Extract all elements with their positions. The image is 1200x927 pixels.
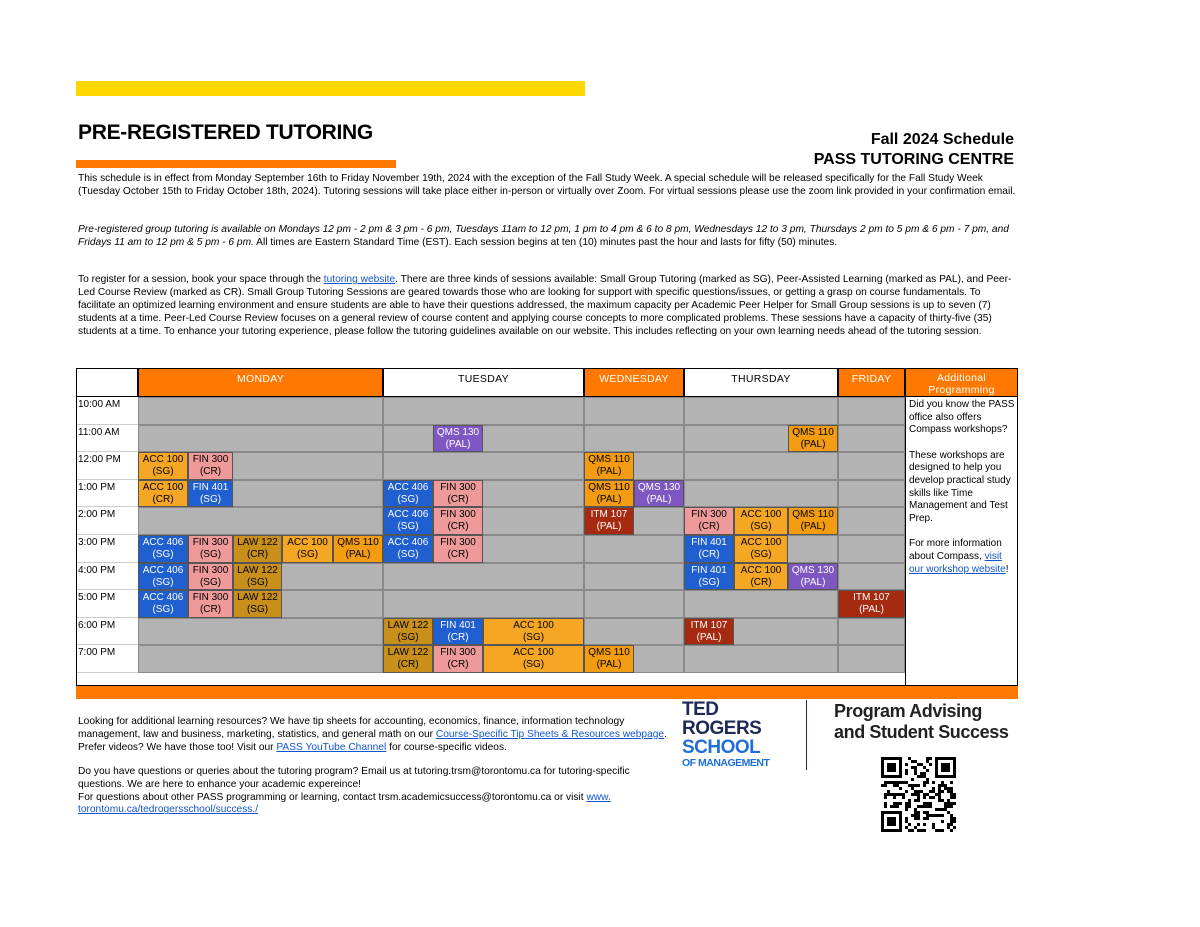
session-code: FIN 300 [691, 509, 727, 521]
register-text-before: To register for a session, book your space through the [78, 274, 324, 285]
session-type: (SG) [522, 659, 545, 671]
session-block[interactable] [233, 563, 282, 591]
session-code: QMS 130 [436, 426, 480, 438]
additional-programming-header: Additional Programming [905, 368, 1018, 397]
empty-slot [584, 618, 684, 646]
empty-slot [383, 425, 584, 453]
program-advising-title [834, 701, 1008, 743]
session-type: (SG) [522, 631, 545, 643]
time-label: 12:00 PM [76, 452, 138, 480]
empty-slot [584, 425, 684, 453]
session-block[interactable] [188, 590, 233, 618]
time-header-cell [76, 368, 138, 397]
logo-school: SCHOOL [682, 737, 761, 758]
session-code: LAW 122 [387, 647, 429, 659]
time-label: 3:00 PM [76, 535, 138, 563]
day-header-wednesday: WEDNESDAY [584, 368, 684, 397]
empty-slot [838, 480, 905, 508]
session-block[interactable] [584, 645, 634, 673]
session-block[interactable] [788, 507, 838, 535]
session-type: (PAL) [445, 438, 471, 450]
session-type: (SG) [246, 576, 269, 588]
session-type: (PAL) [859, 604, 884, 616]
timezone-text: All times are Eastern Standard Time (EST). Each session begins at ten (10) minutes past the hour and lasts for fifty (50) minutes. [253, 236, 838, 248]
empty-slot [684, 397, 838, 425]
session-code: FIN 300 [440, 647, 476, 659]
session-code: QMS 110 [588, 647, 630, 659]
session-block[interactable] [483, 618, 584, 646]
session-block[interactable] [383, 535, 433, 563]
empty-slot [838, 397, 905, 425]
empty-slot [838, 535, 905, 563]
session-type: (CR) [447, 631, 469, 643]
resources-text-mid: . Prefer videos? We have those too! Visit our [78, 728, 667, 753]
resources-text-after: for course-specific videos. [386, 741, 507, 753]
program-advising-line2: and Student Success [834, 722, 1009, 742]
schedule-title [814, 130, 1014, 170]
session-code: ITM 107 [590, 509, 628, 521]
qr-code-icon[interactable] [881, 757, 956, 832]
session-block[interactable] [634, 480, 684, 508]
session-block[interactable] [838, 590, 905, 618]
session-block[interactable] [734, 535, 788, 563]
session-code: ACC 100 [142, 481, 184, 493]
session-block[interactable] [584, 480, 634, 508]
session-type: (SG) [199, 549, 222, 560]
session-block[interactable] [138, 480, 188, 508]
day-header-tuesday: TUESDAY [383, 368, 584, 397]
session-code: FIN 401 [691, 564, 727, 576]
empty-slot [838, 452, 905, 480]
success-website-link[interactable]: www. torontomu.ca/tedrogersschool/success./ [78, 791, 611, 816]
compass-more-end: ! [1005, 563, 1009, 575]
session-type: (SG) [152, 576, 174, 588]
time-label: 10:00 AM [76, 397, 138, 425]
empty-slot [838, 563, 905, 591]
empty-slot [383, 397, 584, 425]
empty-slot [838, 645, 905, 673]
session-type: (CR) [397, 659, 419, 671]
intro-paragraph-1: This schedule is in effect from Monday September 16th to Friday November 19th, 2024 with the exception of the Fall Study Week. A special schedule will be released specifically for the Fall Study Week (Tuesday October 15th to Friday October 18th, 2024). Tutoring sessions will take place either in-person or virtually over Zoom. For virtual sessions please use the zoom link provided in your confirmation email. [78, 173, 1016, 197]
session-block[interactable] [233, 590, 282, 618]
session-type: (CR) [199, 466, 222, 478]
session-code: FIN 300 [192, 537, 229, 548]
session-type: (CR) [447, 659, 469, 671]
session-code: ACC 100 [740, 537, 782, 548]
session-block[interactable] [383, 618, 433, 646]
empty-slot [584, 397, 684, 425]
session-type: (PAL) [345, 549, 371, 560]
session-type: (CR) [447, 493, 469, 505]
compass-description: These workshops are designed to help you develop practical study skills like Time Management and Test Prep. [909, 449, 1011, 524]
tutoring-website-link[interactable]: tutoring website [323, 274, 396, 285]
session-type: (SG) [698, 576, 720, 588]
session-code: FIN 300 [192, 564, 229, 576]
contact-paragraph [78, 766, 678, 817]
contact-tutoring-text: Do you have questions or queries about the tutoring program? Email us at tutoring.trsm@torontomu.ca for tutoring-specific questions. We are here to enhance your academic expereince! [78, 766, 630, 790]
orange-accent-bar [76, 160, 396, 168]
session-block[interactable] [233, 535, 282, 563]
session-code: ACC 100 [287, 537, 328, 548]
empty-slot [383, 590, 584, 618]
session-type: (SG) [246, 604, 269, 616]
session-block[interactable] [734, 563, 788, 591]
session-block[interactable] [188, 480, 233, 508]
session-block[interactable] [383, 645, 433, 673]
session-type: (SG) [750, 549, 772, 560]
time-label: 11:00 AM [76, 425, 138, 453]
logo-ted: TED [682, 699, 719, 720]
tip-sheets-link[interactable]: Course-Specific Tip Sheets & Resources webpage [435, 728, 665, 740]
session-type: (PAL) [646, 493, 672, 505]
session-type: (SG) [152, 549, 174, 560]
session-type: (CR) [447, 521, 469, 533]
program-advising-line1: Program Advising [834, 701, 982, 721]
empty-slot [138, 645, 383, 673]
empty-slot [838, 507, 905, 535]
session-block[interactable] [483, 645, 584, 673]
time-label: 4:00 PM [76, 563, 138, 591]
compass-question: Did you know the PASS office also offers Compass workshops? [909, 399, 1015, 436]
session-type: (PAL) [596, 659, 622, 671]
empty-slot [684, 590, 838, 618]
empty-slot [138, 397, 383, 425]
day-header-thursday: THURSDAY [684, 368, 838, 397]
session-block[interactable] [433, 507, 483, 535]
day-header-monday: MONDAY [138, 368, 383, 397]
session-code: ACC 406 [142, 592, 184, 604]
session-code: ITM 107 [853, 592, 890, 604]
session-code: FIN 300 [440, 481, 476, 493]
session-code: QMS 110 [588, 481, 630, 493]
session-block[interactable] [138, 535, 188, 563]
empty-slot [684, 480, 838, 508]
session-code: ACC 100 [513, 647, 554, 659]
empty-slot [138, 425, 383, 453]
session-code: ITM 107 [690, 619, 728, 631]
session-code: ACC 406 [142, 564, 184, 576]
session-code: FIN 401 [192, 481, 229, 493]
session-block[interactable] [138, 452, 188, 480]
session-block[interactable] [188, 563, 233, 591]
workshop-website-link[interactable]: visit our workshop website [909, 550, 1006, 575]
session-type: (CR) [698, 521, 720, 533]
session-code: ACC 406 [142, 537, 184, 548]
page-title: PRE-REGISTERED TUTORING [78, 121, 373, 144]
session-block[interactable] [433, 480, 483, 508]
session-block[interactable] [433, 645, 483, 673]
session-code: QMS 110 [588, 454, 630, 466]
day-header-friday: FRIDAY [838, 368, 905, 397]
session-type: (PAL) [800, 521, 826, 533]
empty-slot [138, 507, 383, 535]
session-type: (SG) [199, 576, 222, 588]
session-type: (CR) [750, 576, 772, 588]
contact-pass-line [78, 792, 678, 818]
empty-slot [838, 425, 905, 453]
session-code: ACC 100 [740, 564, 782, 576]
empty-slot [684, 645, 838, 673]
empty-slot [684, 452, 838, 480]
session-block[interactable] [584, 452, 634, 480]
register-text-after: . There are three kinds of sessions available: Small Group Tutoring (marked as SG), Peer-Assisted Learning (marked as PAL), and Peer-Led Course Review (marked as CR). Small Group Tutoring Sessions are geared towards those who are looking for support with specific questions/issues, or getting a grasp on course fundamentals. To facilitate an optimized learning environment and ensure students are able to have their questions addressed, the maximum capacity per Academic Peer Helper for Small Group sessions is up to seven (7) students at a time. Peer-Led Course Review focuses on a general review of course content and applying course concepts to more complicated problems. These sessions have a capacity of thirty-five (35) students at a time. To enhance your tutoring experience, please follow the tutoring guidelines available on our website. This includes reflecting on your own learning needs ahead of the tutoring session. [78, 274, 1012, 337]
logo-management: OF MANAGEMENT [682, 757, 770, 769]
empty-slot [584, 563, 684, 591]
empty-slot [383, 452, 584, 480]
session-block[interactable] [788, 563, 838, 591]
session-type: (PAL) [596, 466, 622, 478]
session-block[interactable] [433, 425, 483, 453]
session-type: (CR) [246, 549, 269, 560]
session-block[interactable] [788, 425, 838, 453]
session-type: (CR) [152, 493, 174, 505]
session-block[interactable] [684, 563, 734, 591]
session-code: ACC 406 [387, 537, 429, 548]
availability-text: Pre-registered group tutoring is available on Mondays 12 pm - 2 pm & 3 pm - 6 pm, Tuesdays 11am to 12 pm, 1 pm to 4 pm & 6 to 8 pm, Wednesdays 12 to 3 pm, Thursdays 2 pm to 5 pm & 6 pm - 7 pm, and Fridays 11 am to 12 pm & 5 pm - 6 pm. [78, 224, 1009, 248]
session-block[interactable] [333, 535, 383, 563]
session-block[interactable] [433, 618, 483, 646]
time-label: 1:00 PM [76, 480, 138, 508]
contact-pass-text: For questions about other PASS programming or learning, contact trsm.academicsuccess@torontomu.ca or visit [78, 791, 587, 803]
session-block[interactable] [383, 507, 433, 535]
session-code: ACC 406 [387, 509, 429, 521]
session-type: (SG) [397, 493, 419, 505]
session-type: (PAL) [596, 521, 622, 533]
schedule-centre: PASS TUTORING CENTRE [813, 151, 1014, 168]
session-code: FIN 300 [192, 454, 229, 466]
session-code: QMS 130 [791, 564, 835, 576]
session-type: (SG) [397, 521, 419, 533]
resources-paragraph [78, 716, 678, 754]
ted-rogers-logo [682, 700, 782, 769]
session-block[interactable] [138, 563, 188, 591]
session-type: (SG) [397, 631, 419, 643]
time-label: 6:00 PM [76, 618, 138, 646]
compass-more-text: For more information about Compass, [909, 538, 1002, 562]
session-block[interactable] [282, 535, 333, 563]
session-code: FIN 401 [691, 537, 727, 548]
logo-divider [806, 700, 807, 770]
session-code: QMS 110 [792, 426, 834, 438]
additional-programming-body [905, 397, 1018, 686]
session-type: (PAL) [800, 576, 826, 588]
session-code: FIN 300 [440, 509, 476, 521]
session-type: (SG) [152, 604, 174, 616]
session-type: (CR) [698, 549, 720, 560]
session-type: (SG) [750, 521, 772, 533]
session-code: FIN 401 [440, 619, 476, 631]
time-label: 7:00 PM [76, 645, 138, 673]
resources-text: Looking for additional learning resources? We have tip sheets for accounting, economics, finance, information technology management, law and business, marketing, statistics, and general math on our [78, 716, 625, 740]
session-block[interactable] [383, 480, 433, 508]
schedule-term: Fall 2024 Schedule [870, 131, 1014, 148]
session-block[interactable] [584, 507, 634, 535]
session-code: LAW 122 [237, 537, 278, 548]
empty-slot [584, 590, 684, 618]
session-code: LAW 122 [237, 564, 278, 576]
session-type: (PAL) [800, 438, 826, 450]
session-block[interactable] [188, 535, 233, 563]
yellow-accent-bar [76, 81, 585, 96]
session-block[interactable] [138, 590, 188, 618]
time-label: 2:00 PM [76, 507, 138, 535]
session-code: ACC 406 [387, 481, 429, 493]
empty-slot [584, 535, 684, 563]
schedule-grid [76, 368, 1018, 699]
session-code: FIN 300 [440, 537, 476, 548]
session-code: LAW 122 [237, 592, 278, 604]
session-code: QMS 110 [337, 537, 379, 548]
time-label: 5:00 PM [76, 590, 138, 618]
session-block[interactable] [734, 507, 788, 535]
youtube-channel-link[interactable]: PASS YouTube Channel [276, 741, 387, 753]
session-block[interactable] [188, 452, 233, 480]
session-block[interactable] [684, 507, 734, 535]
session-code: FIN 300 [192, 592, 229, 604]
session-block[interactable] [684, 535, 734, 563]
session-type: (SG) [199, 493, 222, 505]
session-code: QMS 130 [637, 481, 681, 493]
session-type: (SG) [397, 549, 419, 560]
session-type: (CR) [199, 604, 222, 616]
session-code: ACC 100 [740, 509, 782, 521]
session-code: QMS 110 [792, 509, 834, 521]
empty-slot [838, 618, 905, 646]
session-type: (PAL) [596, 493, 622, 505]
session-type: (SG) [152, 466, 174, 478]
logo-rogers: ROGERS [682, 718, 762, 739]
session-type: (SG) [296, 549, 319, 560]
intro-paragraph-2 [78, 224, 1018, 250]
compass-more-info [909, 538, 1015, 576]
session-type: (CR) [447, 549, 469, 560]
session-block[interactable] [684, 618, 734, 646]
empty-slot [383, 563, 584, 591]
schedule-bottom-bar [76, 686, 1018, 699]
session-type: (PAL) [696, 631, 722, 643]
session-block[interactable] [433, 535, 483, 563]
intro-paragraph-3 [78, 274, 1018, 339]
session-code: ACC 100 [142, 454, 184, 466]
session-code: ACC 100 [513, 619, 554, 631]
session-code: LAW 122 [387, 619, 429, 631]
empty-slot [138, 618, 383, 646]
